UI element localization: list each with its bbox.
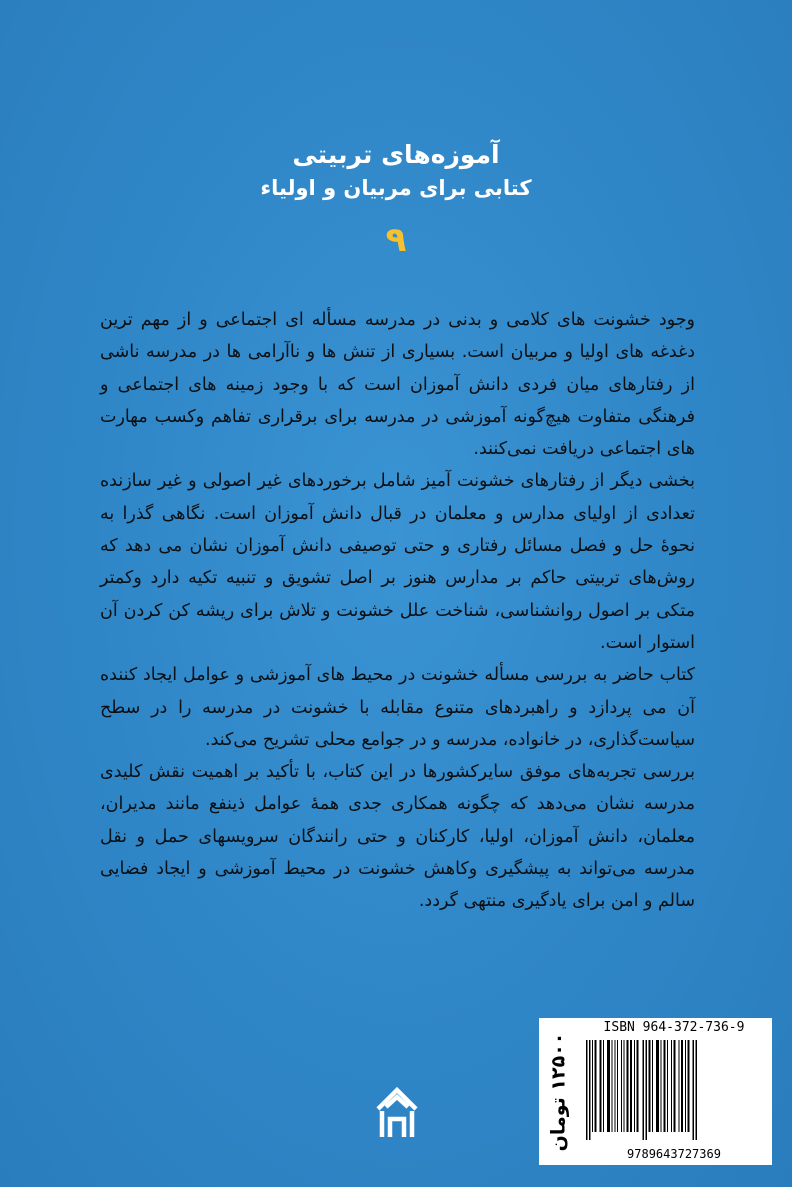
barcode-icon [584, 1040, 764, 1140]
price-text: ۱۲۵۰۰ تومان [547, 1032, 570, 1151]
barcode-number: 9789643727369 [627, 1147, 721, 1161]
series-title: آموزه‌های تربیتی [292, 140, 500, 169]
blurb-paragraph: وجود خشونت های کلامی و بدنی در مدرسه مسأله ای اجتماعی و از مهم ترین دغدغه های اولیا و مربیان است. بسیاری از تنش ها و ناآرامی ها در مدرسه ناشی از رفتارهای میان فردی دانش آموزان است که با وجود زمینه های اجتماعی و فرهنگی متفاوت هیچ‌گونه آموزشی در مدرسه برای برقراری تفاهم وکسب مهارت های اجتماعی دریافت نمی‌کنند. [100, 310, 695, 460]
blurb-paragraph: بخشی دیگر از رفتارهای خشونت آمیز شامل برخوردهای غیر اصولی و غیر سازنده تعدادی از اولیای مدارس و معلمان در قبال دانش آموزان است. نگاهی گذرا به نحوهٔ حل و فصل مسائل رفتاری و حتی توصیفی دانش آموزان نشان می دهد که روش‌های تربیتی حاکم بر مدارس هنوز بر اصل تشویق و تنبیه تکیه دارد وکمتر متکی بر اصول روانشناسی، شناخت علل خشونت و تلاش برای ریشه کن کردن آن استوار است. [100, 471, 695, 653]
volume-number: ۹ [385, 220, 407, 260]
price-label [539, 1018, 577, 1165]
blurb-text [100, 304, 695, 918]
blurb-paragraph: کتاب حاضر به بررسی مسأله خشونت در محیط های آموزشی و عوامل ایجاد کننده آن می پردازد و راهبردهای متنوع مقابله با خشونت در مدرسه را در سطح سیاست‌گذاری، در خانواده، مدرسه و در جوامع محلی تشریح می‌کند. [100, 665, 695, 750]
blurb-paragraph: بررسی تجربه‌های موفق سایرکشورها در این کتاب، با تأکید بر اهمیت نقش کلیدی مدرسه نشان می‌دهد که چگونه همکاری جدی همهٔ عوامل ذینفع مانند مدیران، معلمان، دانش آموزان، اولیا، کارکنان و حتی رانندگان سرویسهای حمل و نقل مدرسه می‌تواند به پیشگیری وکاهش خشونت در محیط آموزشی و ایجاد فضایی سالم و امن برای یادگیری منتهی گردد. [100, 762, 695, 912]
isbn-text: ISBN 964-372-736-9 [603, 1020, 745, 1035]
book-subtitle: کتابی برای مربیان و اولیاء [260, 176, 532, 200]
publisher-logo-icon [374, 1085, 420, 1141]
